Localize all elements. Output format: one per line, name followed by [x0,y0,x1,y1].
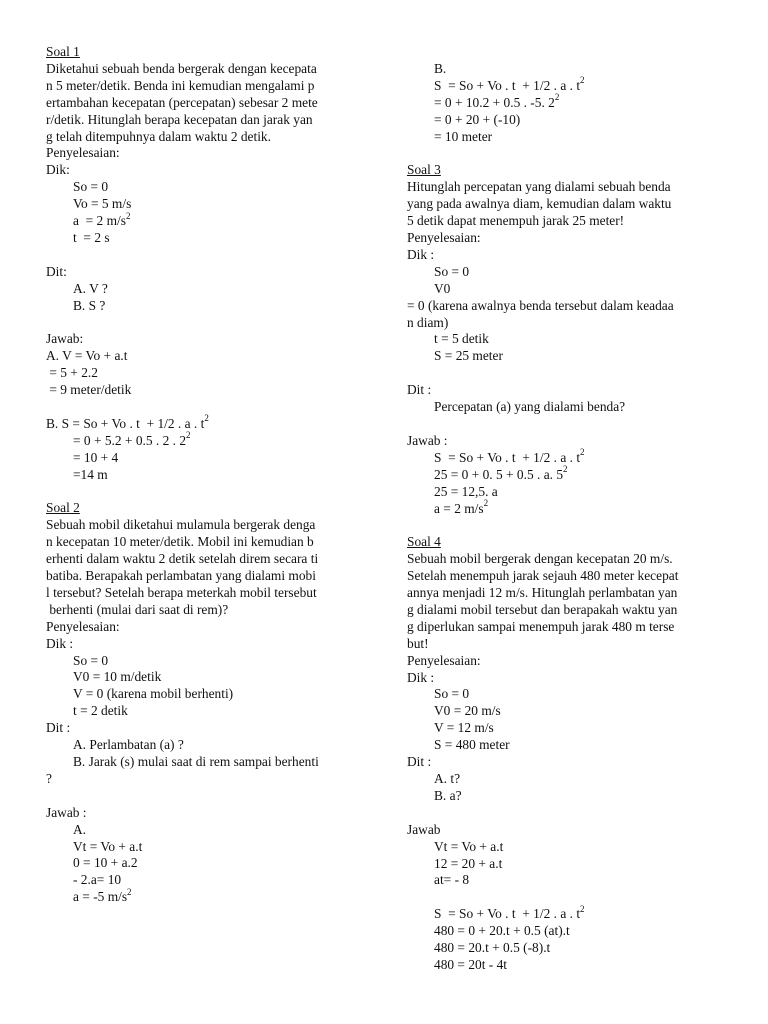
line-text: Hitunglah percepatan yang dialami sebuah benda [407,179,671,195]
text-line [46,636,366,653]
text-line [407,517,725,534]
text-line [407,61,725,78]
line-text: a = 2 m/s [73,213,126,229]
superscript: 2 [186,430,191,441]
text-line [407,703,725,720]
line-text: Percepatan (a) yang dialami benda? [434,399,626,415]
text-line [407,670,725,687]
line-text: B. a? [434,787,462,803]
line-text: 25 = 12,5. a [434,483,498,499]
line-text: Vt = Vo + a.t [73,838,143,854]
text-line [46,653,366,670]
line-text: but! [407,635,429,651]
text-line [46,210,366,230]
text-line [407,247,725,264]
line-text: A. [73,821,87,837]
text-line [46,517,366,534]
line-text: Penyelesaian: [407,230,481,246]
text-line [46,298,366,315]
line-text: S = 25 meter [434,348,503,364]
superscript: 2 [204,413,209,424]
text-line [46,686,366,703]
line-text: t = 2 detik [73,703,128,719]
section-heading [407,162,725,179]
line-text: Jawab : [407,432,448,448]
text-line [46,805,366,822]
text-line [407,264,725,281]
line-text: S = 480 meter [434,737,510,753]
text-line [407,771,725,788]
text-line [407,720,725,737]
line-text: berhenti (mulai dari saat di rem)? [46,601,229,617]
line-text: Soal 1 [46,44,80,59]
line-text: a = 2 m/s [434,500,484,516]
text-line [46,551,366,568]
text-line [407,433,725,450]
text-line [46,602,366,619]
line-text: So = 0 [434,686,470,702]
line-text: 480 = 20t - 4t [434,956,508,972]
line-text: 5 detik dapat menempuh jarak 25 meter! [407,213,625,229]
line-text: A. V = Vo + a.t [46,348,128,364]
line-text: Dit: [46,263,67,279]
text-line [407,568,725,585]
text-line [407,788,725,805]
line-text: l tersebut? Setelah berapa meterkah mobil tersebut [46,584,317,600]
line-text: B. Jarak (s) mulai saat di rem sampai berhenti [73,754,319,769]
text-line [46,703,366,720]
line-text: n kecepatan 10 meter/detik. Mobil ini kemudian b [46,534,314,550]
text-line [407,399,725,416]
text-line [407,805,725,822]
text-line [407,957,725,974]
line-text: t = 5 detik [434,331,489,347]
left-column [46,44,366,906]
line-text: A. t? [434,771,461,786]
text-line [407,602,725,619]
text-line [46,196,366,213]
text-line [407,551,725,568]
text-line [407,856,725,873]
superscript: 2 [580,903,585,914]
text-line [46,568,366,585]
text-line [46,771,366,788]
line-text: Dik: [46,162,70,178]
line-text: = 0 (karena awalnya benda tersebut dalam keadaa [407,297,674,313]
line-text: 480 = 20.t + 0.5 (-8).t [434,940,551,956]
text-line [407,498,725,518]
line-text: a = -5 m/s [73,889,128,905]
text-line [46,534,366,551]
line-text: g diperlukan sampai menempuh jarak 480 m terse [407,618,675,634]
text-line [407,464,725,484]
text-line [46,430,366,450]
text-line [407,112,725,129]
text-line [46,872,366,889]
line-text: Vo = 5 m/s [73,196,132,212]
text-line [46,162,366,179]
text-line [407,872,725,889]
text-line [407,230,725,247]
text-line [407,92,725,112]
line-text: Sebuah mobil bergerak dengan kecepatan 20 m/s. [407,551,673,567]
text-line [46,247,366,264]
superscript: 2 [580,75,585,86]
line-text: So = 0 [434,263,470,279]
line-text: annya menjadi 12 m/s. Hitunglah perlambatan yan [407,585,678,601]
text-line [46,331,366,348]
section-heading [407,534,725,551]
line-text: Dik : [46,635,74,651]
text-line [46,839,366,856]
text-line [407,179,725,196]
line-text: 25 = 0 + 0. 5 + 0.5 . a. 5 [434,466,564,482]
line-text: yang pada awalnya diam, kemudian dalam waktu [407,196,672,212]
line-text: = 0 + 20 + (-10) [434,111,521,127]
text-line [46,230,366,247]
line-text: = 10 meter [434,128,493,144]
line-text: Dik : [407,246,435,262]
text-line [46,95,366,112]
text-line [407,903,725,923]
text-line [46,450,366,467]
line-text: S = So + Vo . t + 1/2 . a . t [434,77,581,93]
text-line [46,314,366,331]
line-text: = 0 + 5.2 + 0.5 . 2 . 2 [73,432,187,448]
text-line [407,686,725,703]
text-line [46,264,366,281]
text-line [407,281,725,298]
text-line [46,61,366,78]
text-line [46,737,366,754]
line-text: Jawab: [46,331,84,347]
text-line [46,484,366,501]
line-text: A. V ? [73,280,108,296]
line-text: 0 = 10 + a.2 [73,855,138,871]
text-line [407,822,725,839]
line-text: V0 = 20 m/s [434,703,501,719]
line-text: Soal 2 [46,500,80,516]
text-line [46,467,366,484]
line-text: B. [434,61,447,76]
text-line [407,585,725,602]
line-text: g telah ditempuhnya dalam waktu 2 detik. [46,128,271,144]
text-line [407,636,725,653]
line-text: ? [46,770,52,786]
text-line [407,923,725,940]
text-line [46,754,366,771]
line-text: Dit : [46,720,71,736]
text-line [46,669,366,686]
text-line [46,129,366,146]
line-text: B. S = So + Vo . t + 1/2 . a . t [46,415,205,431]
text-line [407,889,725,906]
line-text: So = 0 [73,652,109,668]
text-line [46,179,366,196]
line-text: erhenti dalam waktu 2 detik setelah direm secara ti [46,551,319,567]
line-text: S = So + Vo . t + 1/2 . a . t [434,449,581,465]
superscript: 2 [127,886,132,897]
line-text: Dik : [407,669,435,685]
text-line [407,75,725,95]
superscript: 2 [580,447,585,458]
text-line [407,365,725,382]
text-line [46,788,366,805]
text-line [407,416,725,433]
line-text: n 5 meter/detik. Benda ini kemudian mengalami p [46,77,315,93]
line-text: - 2.a= 10 [73,872,122,888]
text-line [46,145,366,162]
text-line [407,839,725,856]
text-line [407,129,725,146]
line-text: batiba. Berapakah perlambatan yang dialami mobi [46,568,316,584]
text-line [46,413,366,433]
text-line [46,348,366,365]
text-line [407,382,725,399]
line-text: V = 0 (karena mobil berhenti) [73,686,234,702]
line-text: 480 = 0 + 20.t + 0.5 (at).t [434,923,570,939]
line-text: Setelah menempuh jarak sejauh 480 meter kecepat [407,568,679,584]
text-line [407,315,725,332]
line-text: Dit : [407,754,432,770]
line-text: Penyelesaian: [46,145,120,161]
line-text: =14 m [73,466,108,482]
line-text: Soal 3 [407,162,441,178]
text-line [46,78,366,95]
text-line [46,822,366,839]
section-heading [46,500,366,517]
text-line [407,754,725,771]
text-line [407,940,725,957]
line-text: A. Perlambatan (a) ? [73,737,184,753]
text-line [46,585,366,602]
line-text: Jawab : [46,804,87,820]
superscript: 2 [554,92,560,103]
line-text: Sebuah mobil diketahui mulamula bergerak denga [46,517,316,533]
line-text: 12 = 20 + a.t [434,855,503,871]
text-line [407,484,725,501]
text-line [407,146,725,163]
line-text: = 9 meter/detik [46,382,132,398]
line-text: So = 0 [73,179,109,195]
line-text: Penyelesaian: [46,618,120,634]
text-line [407,213,725,230]
line-text: Soal 4 [407,534,441,550]
text-line [407,619,725,636]
line-text: V = 12 m/s [434,720,494,736]
line-text: B. S ? [73,297,106,313]
line-text: Dit : [407,382,432,398]
section-heading [46,44,366,61]
text-line [46,365,366,382]
line-text: at= - 8 [434,872,470,888]
line-text: n diam) [407,314,449,330]
line-text: Diketahui sebuah benda bergerak dengan kecepata [46,60,317,76]
line-text: Vt = Vo + a.t [434,838,504,854]
line-text: V0 [434,280,451,296]
line-text: = 10 + 4 [73,449,119,465]
superscript: 2 [483,498,489,509]
line-text: t = 2 s [73,229,110,245]
line-text: Penyelesaian: [407,652,481,668]
line-text: = 0 + 10.2 + 0.5 . -5. 2 [434,94,555,110]
text-line [46,382,366,399]
text-line [407,331,725,348]
text-line [407,653,725,670]
line-text: Jawab [407,821,441,837]
right-column [407,61,725,974]
line-text: g dialami mobil tersebut dan berapakah waktu yan [407,601,678,617]
line-text: ertambahan kecepatan (percepatan) sebesar 2 mete [46,94,318,110]
text-line [407,737,725,754]
line-text: V0 = 10 m/detik [73,669,162,685]
text-line [46,720,366,737]
text-line [407,196,725,213]
superscript: 2 [125,210,131,221]
line-text: S = So + Vo . t + 1/2 . a . t [434,906,581,922]
superscript: 2 [563,464,568,475]
text-line [46,281,366,298]
text-line [407,298,725,315]
text-line [46,886,366,906]
text-line [46,112,366,129]
text-line [46,855,366,872]
line-text: = 5 + 2.2 [46,365,98,381]
line-text: r/detik. Hitunglah berapa kecepatan dan jarak yan [46,111,313,127]
text-line [46,619,366,636]
text-line [407,348,725,365]
